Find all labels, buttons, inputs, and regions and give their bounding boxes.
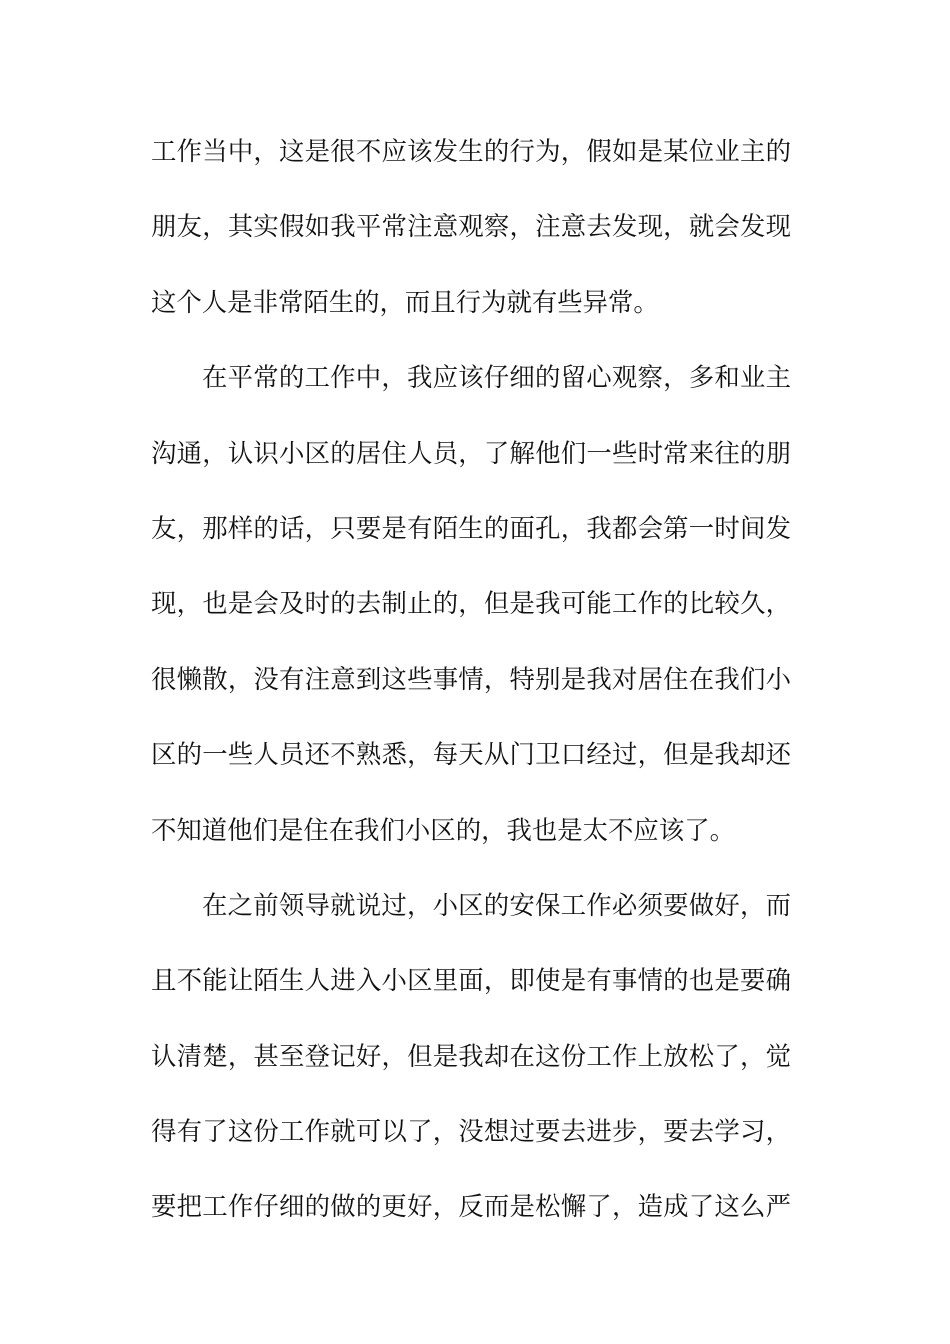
text-line: 现，也是会及时的去制止的，但是我可能工作的比较久，	[151, 588, 791, 619]
text-line: 不知道他们是住在我们小区的，我也是太不应该了。	[151, 814, 735, 845]
text-line: 这个人是非常陌生的，而且行为就有些异常。	[151, 286, 659, 317]
text-line: 工作当中，这是很不应该发生的行为，假如是某位业主的	[151, 136, 791, 166]
paragraph-first-line: 在平常的工作中，我应该仔细的留心观察，多和业主	[202, 362, 791, 393]
text-line: 得有了这份工作就可以了，没想过要去进步，要去学习，	[151, 1116, 791, 1147]
document-body	[151, 128, 791, 1259]
text-line: 区的一些人员还不熟悉，每天从门卫口经过，但是我却还	[151, 739, 791, 770]
text-line: 沟通，认识小区的居住人员，了解他们一些时常来往的朋	[151, 437, 791, 468]
text-line: 朋友，其实假如我平常注意观察，注意去发现，就会发现	[151, 211, 791, 242]
text-line: 友，那样的话，只要是有陌生的面孔，我都会第一时间发	[151, 512, 791, 543]
text-line: 认清楚，甚至登记好，但是我却在这份工作上放松了，觉	[151, 1040, 791, 1071]
paragraph-first-line: 在之前领导就说过，小区的安保工作必须要做好，而	[202, 889, 791, 920]
text-line: 且不能让陌生人进入小区里面，即使是有事情的也是要确	[151, 965, 791, 996]
text-line: 很懒散，没有注意到这些事情，特别是我对居住在我们小	[151, 663, 791, 694]
text-line: 要把工作仔细的做的更好，反而是松懈了，造成了这么严	[151, 1191, 791, 1222]
